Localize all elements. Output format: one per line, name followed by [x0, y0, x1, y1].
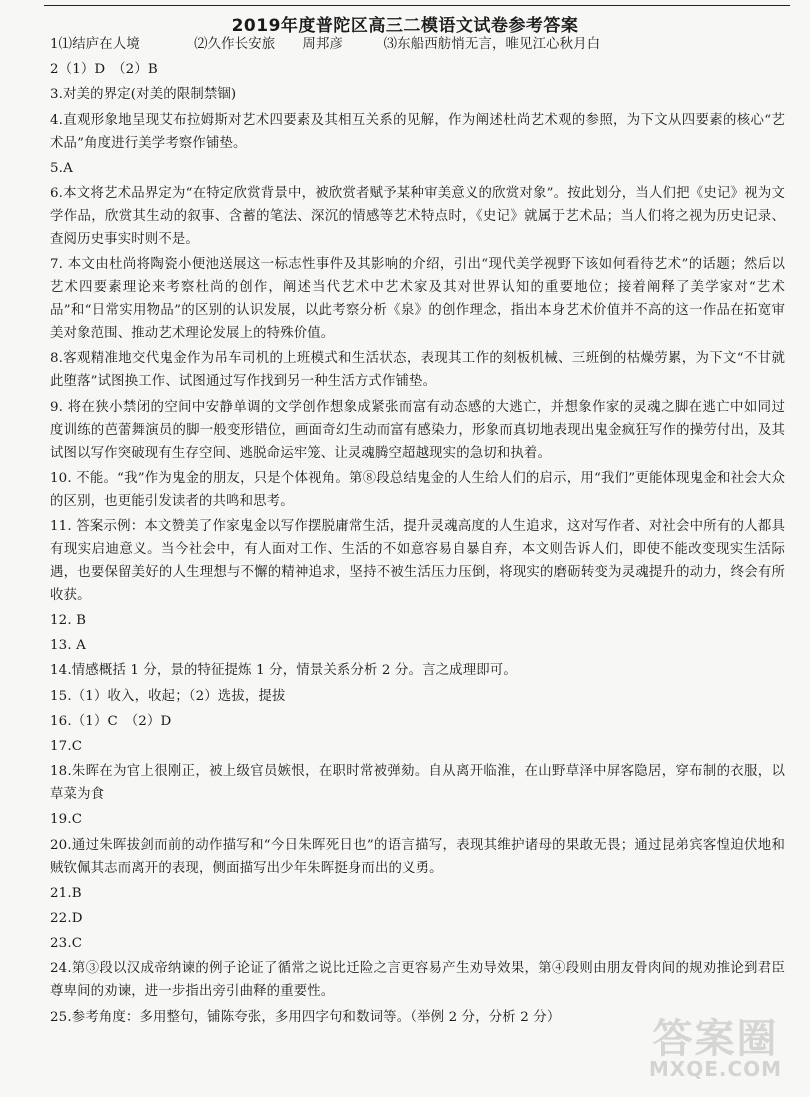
answer-21-text: 21.B — [50, 885, 82, 901]
answer-11-text: 11. 答案示例：本文赞美了作家鬼金以写作摆脱庸常生活，提升灵魂高度的人生追求，这对写作者、对社会中所有的人都具有现实启迪意义。当今社会中，有人面对工作、生活的不如意容易自暴自弃，本文则告诉人们，即使不能改变现实生活际遇，也要保留美好的人生理想与不懈的精神追求，坚持不被生活压力压倒，将现实的磨砺转变为灵魂提升的动力，终会有所收获。 — [50, 518, 785, 603]
answer-25 — [50, 1006, 785, 1029]
answer-12-text: 12. B — [50, 613, 87, 629]
answer-24 — [50, 957, 785, 1003]
answer-22-text: 22.D — [50, 910, 83, 926]
answer-1 — [50, 33, 785, 56]
answer-20 — [50, 834, 785, 880]
answer-6-text: 6.本文将艺术品界定为“在特定欣赏背景中，被欣赏者赋予某种审美意义的欣赏对象”。按此划分，当人们把《史记》视为文学作品，欣赏其生动的叙事、含蓄的笔法、深沉的情感等艺术特点时，《史记》就属于艺术品；当人们将之视为历史记录、查阅历史事实时则不是。 — [50, 185, 785, 247]
answer-3 — [50, 83, 785, 106]
answer-list — [50, 33, 785, 1031]
answer-6 — [50, 182, 785, 251]
answer-23-text: 23.C — [50, 936, 83, 952]
answer-10-text: 10. 不能。“我”作为鬼金的朋友，只是个体视角。第⑧段总结鬼金的人生给人们的启示，用“我们”更能体现鬼金和社会大众的区别，也更能引发读者的共鸣和思考。 — [50, 470, 785, 509]
answer-2 — [50, 58, 785, 81]
answer-8 — [50, 347, 785, 393]
answer-25-text: 25.参考角度：多用整句，铺陈夸张，多用四字句和数词等。（举例 2 分，分析 2 分） — [50, 1009, 561, 1025]
answer-16 — [50, 710, 785, 733]
answer-16-text: 16.（1）C （2）D — [50, 713, 172, 729]
answer-14 — [50, 659, 785, 682]
answer-23 — [50, 932, 785, 955]
answer-2-text: 2（1）D （2）B — [50, 62, 158, 78]
answer-20-text: 20.通过朱晖拔剑而前的动作描写和“今日朱晖死日也”的语言描写，表现其维护诸母的果敢无畏；通过昆弟宾客惶迫伏地和贼钦佩其志而离开的表现，侧面描写出少年朱晖挺身而出的义勇。 — [50, 837, 785, 876]
answer-7 — [50, 253, 785, 345]
answer-5-text: 5.A — [50, 160, 73, 176]
answer-17 — [50, 735, 785, 758]
answer-17-text: 17.C — [50, 739, 83, 754]
answer-13-text: 13. A — [50, 638, 86, 654]
watermark-brand: 答案圈 — [652, 1016, 779, 1062]
answer-11 — [50, 515, 785, 607]
answer-24-text: 24.第③段以汉成帝纳谏的例子论证了循常之说比迁险之言更容易产生劝导效果，第④段则由朋友骨肉间的规劝推论到君臣尊卑间的劝谏，进一步指出旁引曲释的重要性。 — [50, 961, 785, 1000]
answer-7-text: 7. 本文由杜尚将陶瓷小便池送展这一标志性事件及其影响的介绍，引出“现代美学视野下该如何看待艺术”的话题；然后以艺术四要素理论来考察杜尚的创作，阐述当代艺术中艺术家及其对世界认知的重要地位；接着阐释了美学家对“艺术品”和“日常实用物品”的区别的认识发展，以此考察分析《泉》的创作理念，指出本身艺术价值并不高的这一作品在拓宽审美对象范围、推动艺术理论发展上的特殊价值。 — [50, 257, 785, 342]
answer-5 — [50, 157, 785, 180]
answer-15 — [50, 685, 785, 708]
watermark-site: MXQE.COM — [648, 1057, 783, 1081]
answer-19-text: 19.C — [50, 812, 83, 828]
answer-22 — [50, 907, 785, 930]
answer-10 — [50, 467, 785, 513]
answer-18-text: 18.朱晖在为官上很刚正，被上级官员嫉恨，在职时常被弹劾。自从离开临淮，在山野草泽中屏客隐居，穿布制的衣服，以草菜为食 — [50, 764, 785, 803]
answer-4 — [50, 109, 785, 155]
answer-9 — [50, 396, 785, 465]
answer-15-text: 15.（1）收入，收起；（2）选拔，提拔 — [50, 688, 286, 704]
answer-14-text: 14.情感概括 1 分，景的特征提炼 1 分，情景关系分析 2 分。言之成理即可。 — [50, 663, 517, 679]
answer-21 — [50, 882, 785, 905]
answer-1-text: 1⑴结庐在人境 ⑵久作长安旅 周邦彦 ⑶东船西舫悄无言，唯见江心秋月白 — [50, 37, 601, 52]
answer-13 — [50, 634, 785, 657]
answer-4-text: 4.直观形象地呈现艾布拉姆斯对艺术四要素及其相互关系的见解，作为阐述杜尚艺术观的参照，为下文从四要素的核心“艺术品”角度进行美学考察作铺垫。 — [50, 112, 785, 151]
answer-9-text: 9. 将在狭小禁闭的空间中安静单调的文学创作想象成紧张而富有动态感的大逃亡，并想象作家的灵魂之脚在逃亡中如同过度训练的芭蕾舞演员的脚一般变形错位，画面奇幻生动而富有感染力，形象而真切地表现出鬼金疯狂写作的操劳付出，及其试图以写作突破现有生存空间、逃脱命运牢笼、让灵魂腾空超越现实的急切和执着。 — [50, 399, 785, 461]
answer-8-text: 8.客观精准地交代鬼金作为吊车司机的上班模式和生活状态，表现其工作的刻板机械、三班倒的枯燥劳累，为下文“不甘就此堕落”试图换工作、试图通过写作找到另一种生活方式作铺垫。 — [50, 351, 785, 390]
answer-12 — [50, 609, 785, 632]
answer-19 — [50, 808, 785, 831]
page-title: 2019年度普陀区高三二模语文试卷参考答案 — [231, 16, 579, 36]
answer-3-text: 3.对美的界定(对美的限制禁锢) — [50, 87, 237, 103]
answer-18 — [50, 760, 785, 806]
top-rule — [44, 5, 790, 6]
